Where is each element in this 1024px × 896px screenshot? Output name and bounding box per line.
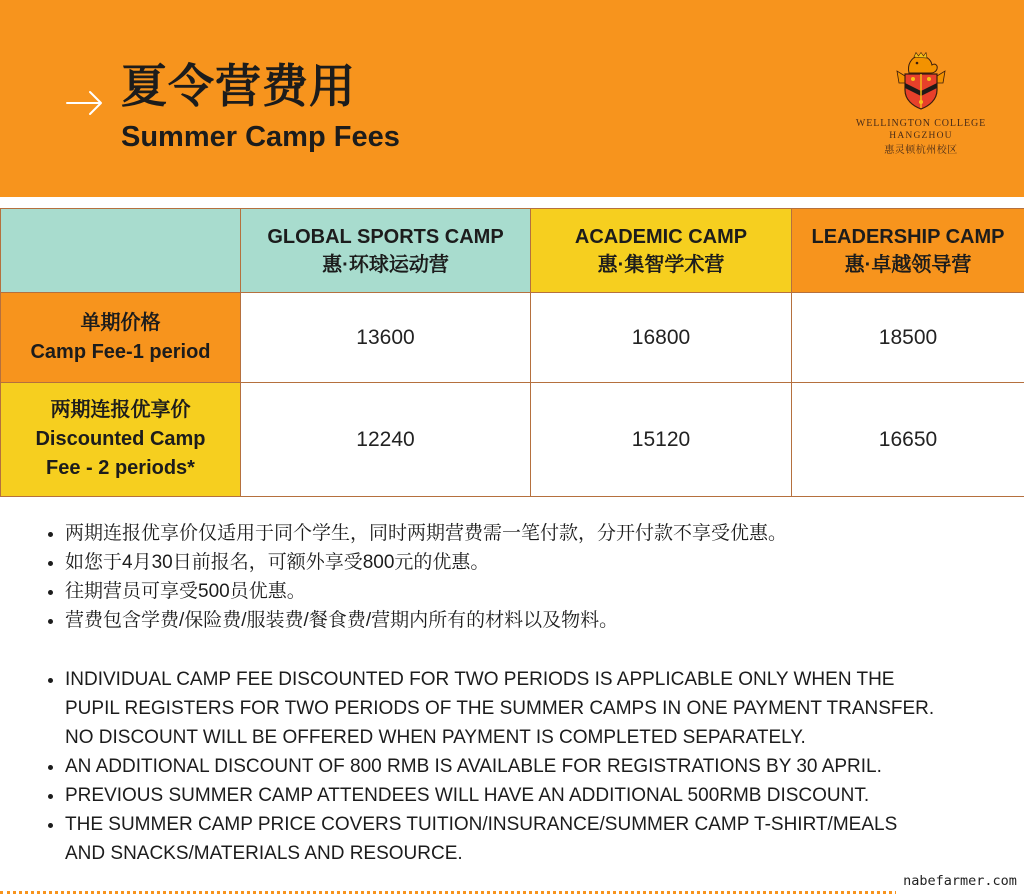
logo-name-en: WELLINGTON COLLEGE: [855, 118, 987, 129]
column-name-en: GLOBAL SPORTS CAMP: [267, 225, 504, 248]
page-title-en: Summer Camp Fees: [121, 121, 400, 153]
note-item: [65, 752, 934, 781]
fee-row-two-periods: [1, 383, 1024, 497]
college-crest-icon: [895, 52, 947, 110]
row-label-two-periods: [1, 383, 241, 497]
column-name-zh: 惠·卓越领导营: [844, 253, 972, 276]
row-label-en: Camp Fee-1 period: [30, 340, 211, 363]
column-header-global-sports-camp: [241, 209, 531, 293]
notes-list-zh: [0, 519, 787, 635]
column-name-zh: 惠·集智学术营: [597, 253, 725, 276]
college-logo: [846, 52, 996, 158]
note-item: [65, 781, 934, 810]
note-line: NO DISCOUNT WILL BE OFFERED WHEN PAYMENT IS COMPLETED SEPARATELY.: [65, 727, 806, 748]
page-title-zh: 夏令营费用: [121, 60, 356, 112]
arrow-right-icon: [65, 88, 105, 118]
note-line: PUPIL REGISTERS FOR TWO PERIODS OF THE SUMMER CAMPS IN ONE PAYMENT TRANSFER.: [65, 698, 935, 719]
column-name-en: LEADERSHIP CAMP: [811, 225, 1005, 248]
dotted-divider: [0, 891, 1024, 894]
column-header-leadership-camp: [792, 209, 1024, 293]
price-value: 18500: [878, 325, 938, 349]
note-item: [65, 810, 934, 868]
row-label-zh: 单期价格: [80, 311, 161, 334]
price-cell: [241, 293, 531, 383]
watermark: nabefarmer.com: [896, 867, 1024, 896]
note-item: [65, 665, 934, 752]
column-header-academic-camp: [531, 209, 792, 293]
note-item: • 两期连报优享价仅适用于同个学生，同时两期营费需一笔付款，分开付款不享受优惠。: [65, 519, 787, 548]
note-line: • THE SUMMER CAMP PRICE COVERS TUITION/INSURANCE/SUMMER CAMP T-SHIRT/MEALS: [65, 814, 898, 835]
corner-cell: [1, 209, 241, 293]
note-line: • AN ADDITIONAL DISCOUNT OF 800 RMB IS AVAILABLE FOR REGISTRATIONS BY 30 APRIL.: [65, 756, 882, 777]
price-value: 16800: [631, 325, 691, 349]
row-label-single-period: [1, 293, 241, 383]
header-banner: [0, 0, 1024, 197]
notes-list-en: [0, 665, 934, 868]
column-name-zh: 惠·环球运动营: [322, 253, 449, 276]
note-item: • 如您于4月30日前报名，可额外享受800元的优惠。: [65, 548, 787, 577]
note-line: • INDIVIDUAL CAMP FEE DISCOUNTED FOR TWO PERIODS IS APPLICABLE ONLY WHEN THE: [65, 669, 895, 690]
note-line: AND SNACKS/MATERIALS AND RESOURCE.: [65, 843, 463, 864]
fee-table-header-row: [1, 209, 1024, 293]
fee-row-single-period: [1, 293, 1024, 383]
logo-city-en: HANGZHOU: [889, 131, 953, 141]
column-name-en: ACADEMIC CAMP: [574, 225, 748, 248]
price-value: 13600: [356, 325, 415, 349]
note-item: • 营费包含学费/保险费/服装费/餐食费/营期内所有的材料以及物料。: [65, 606, 787, 635]
price-cell: [792, 293, 1024, 383]
fee-table: [0, 208, 1024, 497]
price-value: 16650: [878, 427, 938, 451]
price-cell: [241, 383, 531, 497]
price-cell: [531, 383, 792, 497]
price-cell: [792, 383, 1024, 497]
price-value: 15120: [631, 427, 691, 451]
price-value: 12240: [356, 427, 415, 451]
note-line: • PREVIOUS SUMMER CAMP ATTENDEES WILL HAVE AN ADDITIONAL 500RMB DISCOUNT.: [65, 785, 870, 806]
price-cell: [531, 293, 792, 383]
row-label-zh: 两期连报优享价: [50, 399, 191, 421]
note-item: • 往期营员可享受500员优惠。: [65, 577, 787, 606]
logo-name-zh: 惠灵顿杭州校区: [884, 145, 958, 156]
row-label-en: Discounted Camp Fee - 2 periods*: [35, 428, 206, 479]
